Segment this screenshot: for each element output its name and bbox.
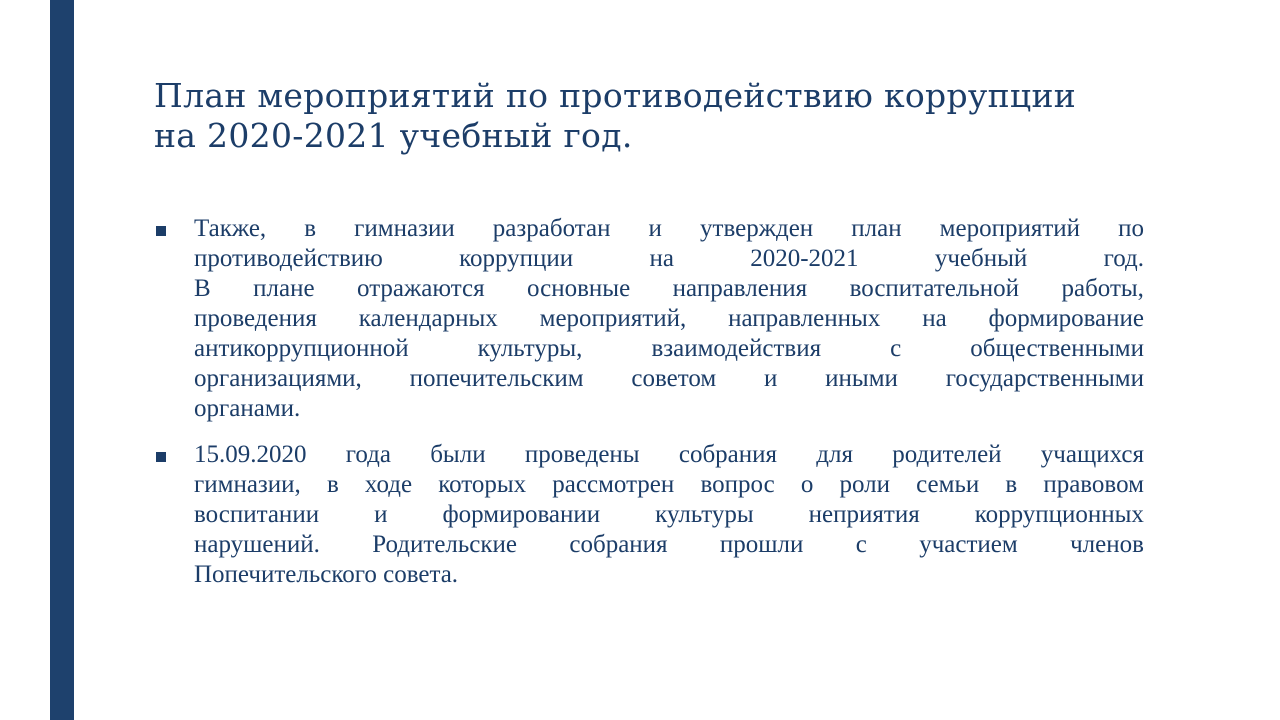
bullet-list [154,214,1144,606]
slide-title-line-2: на 2020-2021 учебный год. [154,116,633,155]
bullet-text-plan [194,214,1144,424]
bullet-text-line: органами. [194,395,301,422]
slide-title-line-1: План мероприятий по противодействию коррупции [154,76,1077,115]
bullet-text-line: нарушений. Родительские собрания прошли с участием членов [194,531,1144,558]
bullet-text-line: проведения календарных мероприятий, направленных на формирование [194,305,1144,332]
bullet-item-plan [154,214,1144,424]
bullet-text-line: Также, в гимназии разработан и утвержден план мероприятий по [194,215,1144,242]
bullet-text-line: В плане отражаются основные направления воспитательной работы, [194,275,1144,302]
square-bullet-icon [156,226,166,236]
bullet-item-meetings [154,440,1144,590]
bullet-text-line: воспитании и формировании культуры неприятия коррупционных [194,501,1144,528]
accent-bar [50,0,74,720]
bullet-text-line: организациями, попечительским советом и иными государственными [194,365,1144,392]
bullet-text-line: гимназии, в ходе которых рассмотрен вопрос о роли семьи в правовом [194,471,1144,498]
slide-title [154,76,1154,156]
square-bullet-icon [156,452,166,462]
bullet-text-line: антикоррупционной культуры, взаимодействия с общественными [194,335,1144,362]
bullet-text-meetings [194,440,1144,590]
bullet-text-line: 15.09.2020 года были проведены собрания для родителей учащихся [194,441,1144,468]
bullet-text-line: Попечительского совета. [194,561,459,588]
bullet-text-line: противодействию коррупции на 2020-2021 учебный год. [194,245,1144,272]
